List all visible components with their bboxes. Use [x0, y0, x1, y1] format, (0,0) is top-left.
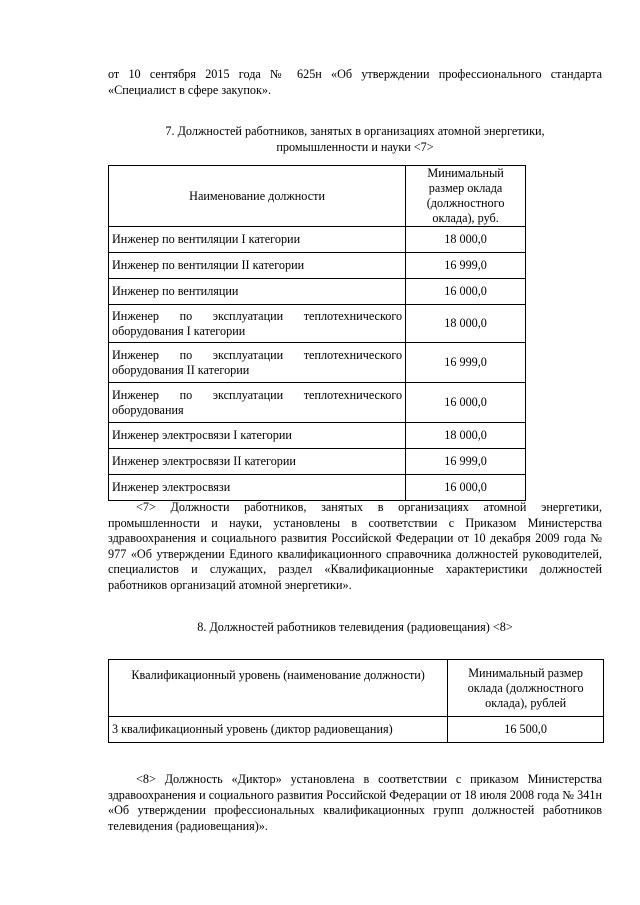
table-row — [109, 253, 526, 279]
position-name: Инженер электросвязи — [109, 475, 406, 501]
position-name: Инженер по вентиляции — [109, 279, 406, 305]
column-header-level: Квалификационный уровень (наименование должности) — [109, 660, 448, 717]
table-row — [109, 343, 526, 383]
table-row — [109, 305, 526, 343]
position-name: Инженер электросвязи I категории — [109, 423, 406, 449]
table-row — [109, 475, 526, 501]
column-header-salary-line-1: Минимальный размер оклада — [427, 166, 504, 195]
salary-value: 18 000,0 — [406, 227, 526, 253]
salary-value: 16 999,0 — [406, 449, 526, 475]
column-header-position: Наименование должности — [109, 166, 406, 227]
table-header-row — [109, 660, 604, 717]
table-row — [109, 279, 526, 305]
table-row — [109, 449, 526, 475]
table-row — [109, 227, 526, 253]
section7-title-line-1: 7. Должностей работников, занятых в организациях атомной энергетики, — [165, 124, 545, 138]
section8-table — [108, 659, 604, 743]
salary-value: 16 000,0 — [406, 383, 526, 423]
position-name: Инженер по вентиляции II категории — [109, 253, 406, 279]
salary-value: 16 999,0 — [406, 343, 526, 383]
intro-line-2: «Специалист в сфере закупок». — [108, 83, 272, 97]
table-row — [109, 383, 526, 423]
intro-line-1: от 10 сентября 2015 года № 625н «Об утверждении профессионального стандарта — [108, 67, 602, 81]
column-header-salary — [406, 166, 526, 227]
column-header-salary — [448, 660, 604, 717]
column-header-salary-line-2: (должностного оклада), руб. — [426, 196, 505, 225]
table-row — [109, 717, 604, 743]
position-name: Инженер по эксплуатации теплотехнического оборудования I категории — [109, 305, 406, 343]
salary-value: 18 000,0 — [406, 423, 526, 449]
position-name: Инженер электросвязи II категории — [109, 449, 406, 475]
position-name: Инженер по вентиляции I категории — [109, 227, 406, 253]
table-row — [109, 423, 526, 449]
salary-value: 16 000,0 — [406, 475, 526, 501]
position-name: Инженер по эксплуатации теплотехнического оборудования II категории — [109, 343, 406, 383]
column-header-salary-line-3: оклада), рублей — [485, 695, 567, 710]
salary-value: 16 000,0 — [406, 279, 526, 305]
position-name: Инженер по эксплуатации теплотехнического оборудования — [109, 383, 406, 423]
table-header-row — [109, 166, 526, 227]
salary-value: 16 500,0 — [448, 717, 604, 743]
salary-value: 16 999,0 — [406, 253, 526, 279]
column-header-salary-line-1: Минимальный размер — [468, 665, 584, 680]
qualification-level: 3 квалификационный уровень (диктор радиовещания) — [109, 717, 448, 743]
section7-footnote: <7> Должности работников, занятых в организациях атомной энергетики, промышленности и науки, установлены в соответствии с Приказом Министерства здравоохранения и социального развития Российской Федерации от 10 декабря 2009 года № 977 «Об утверждении Единого квалификационного справочника должностей руководителей, специалистов и служащих, раздел «Квалификационные характеристики должностей работников организаций атомной энергетики». — [108, 500, 602, 592]
section8-title: 8. Должностей работников телевидения (радиовещания) <8> — [197, 620, 513, 634]
salary-value: 18 000,0 — [406, 305, 526, 343]
section7-title-line-2: промышленности и науки <7> — [276, 140, 434, 154]
section8-footnote: <8> Должность «Диктор» установлена в соответствии с приказом Министерства здравоохранения и социального развития Российской Федерации от 18 июля 2008 года № 341н «Об утверждении профессиональных квалификационных групп должностей работников телевидения (радиовещания)». — [108, 772, 602, 833]
column-header-salary-line-2: оклада (должностного — [467, 680, 584, 695]
section7-table — [108, 165, 526, 501]
